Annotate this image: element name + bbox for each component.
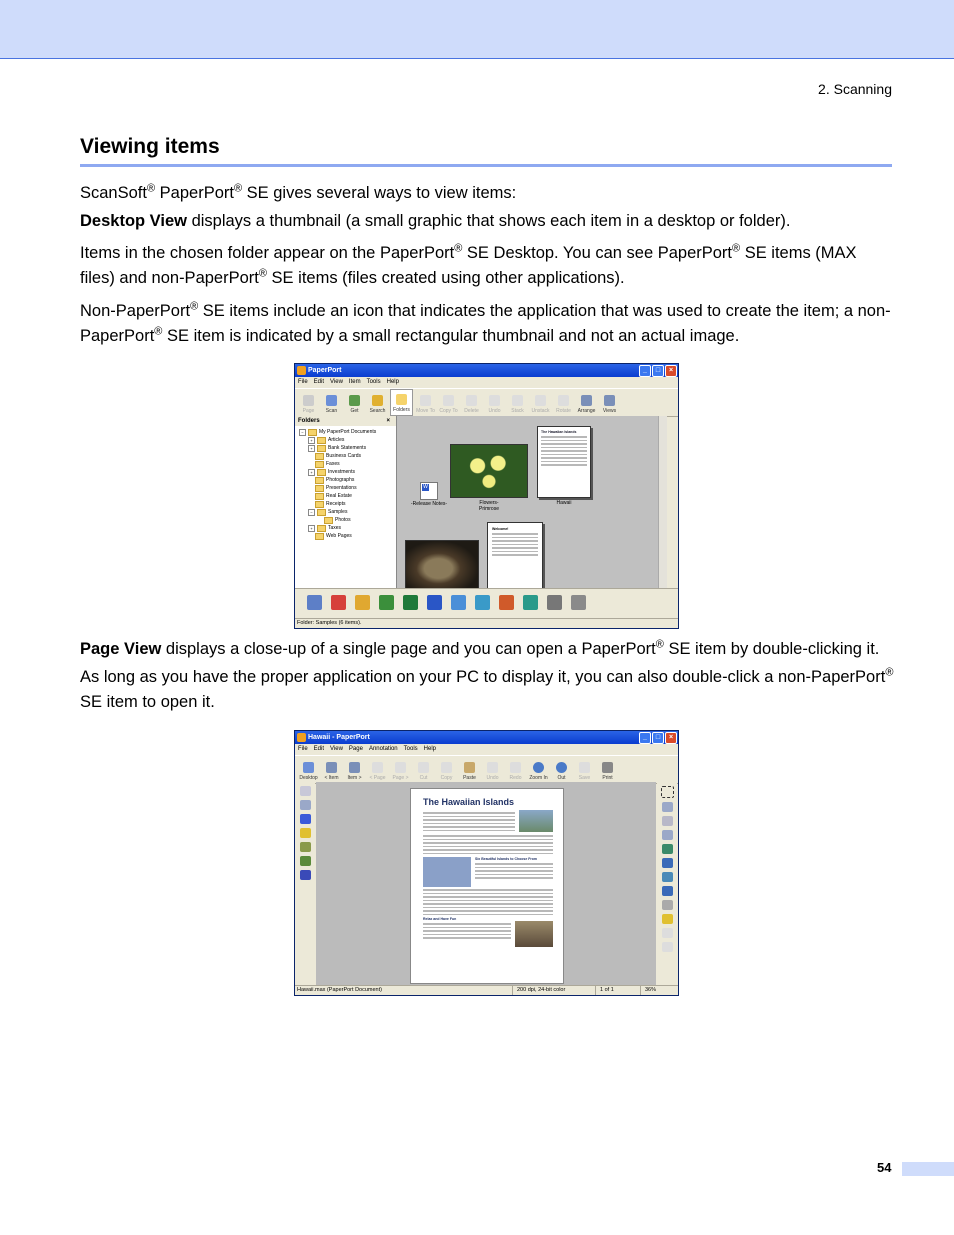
expand-icon[interactable]: + bbox=[308, 445, 315, 452]
paste-icon bbox=[464, 762, 475, 773]
folder-tree bbox=[295, 426, 396, 540]
menu-view[interactable]: View bbox=[330, 746, 343, 752]
rotate-page-icon[interactable] bbox=[662, 858, 673, 868]
word-doc-icon: W bbox=[420, 482, 438, 500]
flowers-photo-thumbnail bbox=[450, 444, 528, 498]
page-info-icon[interactable] bbox=[662, 830, 673, 840]
folders-button[interactable]: Folders bbox=[390, 389, 413, 416]
prev-page-icon bbox=[372, 762, 383, 773]
select-tool-icon[interactable] bbox=[300, 786, 311, 796]
beach-photo bbox=[519, 810, 553, 832]
folder-node[interactable] bbox=[299, 500, 396, 508]
folder-icon bbox=[317, 469, 326, 476]
close-icon[interactable]: × bbox=[665, 365, 677, 377]
hawaii-page-title: The Hawaiian Islands bbox=[423, 797, 515, 807]
save-icon bbox=[579, 762, 590, 773]
check-tool-icon[interactable] bbox=[300, 856, 311, 866]
folders-close-icon[interactable]: × bbox=[386, 418, 390, 424]
views-button[interactable]: Views bbox=[599, 389, 620, 416]
scan-icon bbox=[326, 395, 337, 406]
copy-to-button[interactable]: Copy To bbox=[438, 389, 459, 416]
notepad-icon[interactable] bbox=[451, 595, 466, 610]
page-button[interactable]: Page bbox=[298, 389, 319, 416]
folders-pane bbox=[295, 416, 397, 588]
scanner-icon[interactable] bbox=[307, 595, 322, 610]
welcome-page-thumbnail: Welcome! bbox=[487, 522, 543, 588]
prev-item-button[interactable]: < Item bbox=[321, 756, 342, 783]
menu-help[interactable]: Help bbox=[423, 746, 436, 752]
folder-label: My PaperPort Documents bbox=[319, 429, 377, 435]
menu-page[interactable]: Page bbox=[348, 746, 363, 752]
folder-label: Real Estate bbox=[326, 493, 352, 499]
menu-annotation[interactable]: Annotation bbox=[368, 746, 398, 752]
expand-icon[interactable]: + bbox=[308, 525, 315, 532]
folder-icon bbox=[317, 509, 326, 516]
folder-icon bbox=[315, 485, 324, 492]
desktop-button[interactable]: Desktop bbox=[298, 756, 319, 783]
toolbar bbox=[295, 388, 678, 417]
flip-icon[interactable] bbox=[662, 872, 673, 882]
folder-icon bbox=[315, 453, 324, 460]
text-tool-icon[interactable] bbox=[300, 814, 311, 824]
copy-to-icon bbox=[443, 395, 454, 406]
welcome-doc-item[interactable] bbox=[487, 522, 545, 588]
views-icon bbox=[604, 395, 615, 406]
print-button[interactable]: Print bbox=[597, 756, 618, 783]
stack-icon bbox=[512, 395, 523, 406]
acrobat-icon[interactable] bbox=[331, 595, 346, 610]
page-view-screenshot bbox=[294, 730, 679, 996]
folder-node[interactable] bbox=[299, 524, 396, 532]
folder-label: Web Pages bbox=[326, 533, 352, 539]
toolbar bbox=[295, 755, 678, 784]
annotation-tools-pane bbox=[295, 782, 315, 987]
menu-help[interactable]: Help bbox=[386, 379, 399, 385]
next-page-button[interactable]: Page > bbox=[390, 756, 411, 783]
menu-view[interactable]: View bbox=[330, 379, 343, 385]
text-box-tool-icon[interactable] bbox=[300, 800, 311, 810]
paste-button[interactable]: Paste bbox=[459, 756, 480, 783]
folder-label: Faxes bbox=[326, 461, 340, 467]
folder-node[interactable] bbox=[299, 476, 396, 484]
expand-icon[interactable]: + bbox=[308, 469, 315, 476]
desktop-area bbox=[397, 416, 667, 588]
folders-icon bbox=[396, 394, 407, 405]
folder-label: Taxes bbox=[328, 525, 342, 531]
close-icon[interactable]: × bbox=[665, 732, 677, 744]
pen-tool-icon[interactable] bbox=[300, 842, 311, 852]
hawaii-item[interactable]: The Hawaiian Islands Hawaii bbox=[535, 426, 593, 506]
recycle-bin-icon[interactable] bbox=[571, 595, 586, 610]
folder-icon bbox=[308, 429, 317, 436]
chapter-label: 2. Scanning bbox=[818, 81, 892, 97]
cat-photo-item[interactable] bbox=[405, 540, 479, 588]
title-rule bbox=[80, 164, 892, 167]
folder-label: Receipts bbox=[326, 501, 346, 507]
paint-icon[interactable] bbox=[355, 595, 370, 610]
page-view-area bbox=[316, 782, 656, 987]
save-button[interactable]: Save bbox=[574, 756, 595, 783]
folder-icon bbox=[315, 477, 324, 484]
items-paragraph: Items in the chosen folder appear on the PaperPort® SE Desktop. You can see PaperPort® SE items (MAX files) and non-PaperPort® SE items (files created using other applications). bbox=[80, 242, 857, 287]
folder-label: Samples bbox=[328, 509, 348, 515]
status-bar: Hawaii.max (PaperPort Document) 200 dpi, 24-bit color 1 of 1 36% bbox=[295, 985, 678, 995]
folder-label: Photographs bbox=[326, 477, 355, 483]
unstack-icon bbox=[535, 395, 546, 406]
get-button[interactable]: Get bbox=[344, 389, 365, 416]
collapse-icon[interactable]: − bbox=[299, 429, 306, 436]
double-click-paragraph: As long as you have the proper application on your PC to display it, you can also double-click a non-PaperPort® SE item to open it. bbox=[80, 666, 894, 711]
delete-button[interactable]: Delete bbox=[461, 389, 482, 416]
non-paperport-paragraph: Non-PaperPort® SE items include an icon that indicates the application that was used to create the item; a non-PaperPort® SE item is indicated by a small rectangular thumbnail and not an actual image. bbox=[80, 300, 891, 345]
rotate-icon bbox=[558, 395, 569, 406]
folder-label: Business Cards bbox=[326, 453, 362, 459]
paperport-app-icon bbox=[297, 366, 306, 375]
menu-edit[interactable]: Edit bbox=[313, 379, 325, 385]
send-to-bar bbox=[295, 588, 679, 616]
arrange-button[interactable]: Arrange bbox=[576, 389, 597, 416]
redo-button[interactable]: Redo bbox=[505, 756, 526, 783]
folder-node[interactable] bbox=[299, 532, 396, 540]
menu-bar bbox=[295, 377, 678, 388]
zoom-out-icon bbox=[556, 762, 567, 773]
folder-node[interactable] bbox=[299, 428, 396, 436]
folder-icon bbox=[317, 445, 326, 452]
highlighter-icon[interactable] bbox=[300, 828, 311, 838]
zoom-out-button[interactable]: Out bbox=[551, 756, 572, 783]
page-icon[interactable] bbox=[662, 802, 673, 812]
prev-item-icon bbox=[326, 762, 337, 773]
minimize-icon[interactable]: _ bbox=[639, 732, 651, 744]
copy-icon bbox=[441, 762, 452, 773]
expand-icon[interactable]: + bbox=[308, 437, 315, 444]
hawaii-page: The Hawaiian Islands Six Beautiful Islands to Choose From Relax and Have Fun bbox=[410, 788, 564, 984]
page-view-paragraph: Page View displays a close-up of a single page and you can open a PaperPort® SE item by double-clicking it. bbox=[80, 638, 880, 658]
header-band bbox=[0, 0, 954, 59]
folder-label: Investments bbox=[328, 469, 355, 475]
folder-node[interactable] bbox=[299, 452, 396, 460]
outlook-icon[interactable] bbox=[475, 595, 490, 610]
search-icon bbox=[372, 395, 383, 406]
folder-icon bbox=[317, 437, 326, 444]
page-icon bbox=[303, 395, 314, 406]
cut-button[interactable]: Cut bbox=[413, 756, 434, 783]
islands-map bbox=[423, 857, 471, 887]
enhance-icon[interactable] bbox=[662, 844, 673, 854]
folder-node[interactable] bbox=[299, 460, 396, 468]
undo-button[interactable]: Undo bbox=[484, 389, 505, 416]
window-titlebar: Hawaii - PaperPort _ □ × bbox=[295, 731, 678, 744]
undo-icon bbox=[487, 762, 498, 773]
desktop-icon bbox=[303, 762, 314, 773]
folder-label: Photos bbox=[335, 517, 351, 523]
resize-icon[interactable] bbox=[662, 928, 673, 938]
cat-photo-thumbnail bbox=[405, 540, 479, 588]
menu-file[interactable]: File bbox=[298, 746, 308, 752]
folder-icon bbox=[315, 533, 324, 540]
folder-node[interactable] bbox=[299, 492, 396, 500]
folder-node[interactable] bbox=[299, 484, 396, 492]
folder-label: Articles bbox=[328, 437, 345, 443]
folder-node[interactable] bbox=[299, 444, 396, 452]
undo-button[interactable]: Undo bbox=[482, 756, 503, 783]
undo-icon bbox=[489, 395, 500, 406]
select-area-icon[interactable] bbox=[661, 786, 674, 798]
next-page-icon bbox=[395, 762, 406, 773]
excel-icon[interactable] bbox=[403, 595, 418, 610]
cut-icon bbox=[418, 762, 429, 773]
eraser-icon[interactable] bbox=[662, 914, 673, 924]
folder-node[interactable] bbox=[299, 468, 396, 476]
redo-icon bbox=[510, 762, 521, 773]
color-picker-icon[interactable] bbox=[379, 595, 394, 610]
stamp-tool-icon[interactable] bbox=[300, 870, 311, 880]
print-icon bbox=[602, 762, 613, 773]
zoom-in-button[interactable]: Zoom In bbox=[528, 756, 549, 783]
image-icon[interactable] bbox=[662, 886, 673, 896]
folder-node[interactable] bbox=[299, 436, 396, 444]
menu-file[interactable]: File bbox=[298, 379, 308, 385]
arrange-icon bbox=[581, 395, 592, 406]
window-titlebar: PaperPort _ □ × bbox=[295, 364, 678, 377]
intro-paragraph: ScanSoft® PaperPort® SE gives several ways to view items: bbox=[80, 182, 517, 202]
rotate-button[interactable]: Rotate bbox=[553, 389, 574, 416]
ftp-icon[interactable] bbox=[523, 595, 538, 610]
folder-icon bbox=[315, 461, 324, 468]
desktop-scrollbar[interactable] bbox=[658, 416, 667, 588]
folders-header: Folders × bbox=[295, 416, 396, 426]
zoom-in-icon bbox=[533, 762, 544, 773]
menu-tools[interactable]: Tools bbox=[403, 746, 418, 752]
section-title: Viewing items bbox=[80, 135, 220, 158]
desktop-view-screenshot bbox=[294, 363, 679, 629]
copy-button[interactable]: Copy bbox=[436, 756, 457, 783]
hawaii-page-thumbnail: The Hawaiian Islands bbox=[537, 426, 591, 498]
folder-node[interactable] bbox=[299, 508, 396, 516]
word-icon[interactable] bbox=[427, 595, 442, 610]
status-bar: Folder: Samples (6 items). bbox=[295, 618, 678, 628]
page-tools-pane bbox=[657, 782, 677, 987]
menu-item[interactable]: Item bbox=[348, 379, 361, 385]
next-item-icon bbox=[349, 762, 360, 773]
minimize-icon[interactable]: _ bbox=[639, 365, 651, 377]
maximize-icon[interactable]: □ bbox=[652, 365, 664, 377]
straighten-icon[interactable] bbox=[662, 816, 673, 826]
unstack-button[interactable]: Unstack bbox=[530, 389, 551, 416]
get-icon bbox=[349, 395, 360, 406]
collapse-icon[interactable]: − bbox=[308, 509, 315, 516]
flowers-primrose-item[interactable]: Flowers- Primrose bbox=[449, 444, 529, 512]
folder-icon bbox=[324, 517, 333, 524]
folder-icon bbox=[317, 525, 326, 532]
scan-button[interactable]: Scan bbox=[321, 389, 342, 416]
folder-label: Bank Statements bbox=[328, 445, 367, 451]
folder-label: Presentations bbox=[326, 485, 357, 491]
move-to-icon bbox=[420, 395, 431, 406]
delete-icon bbox=[466, 395, 477, 406]
folder-icon bbox=[315, 501, 324, 508]
desktop-view-paragraph: Desktop View displays a thumbnail (a small graphic that shows each item in a desktop or folder). bbox=[80, 212, 791, 230]
printer-icon[interactable] bbox=[547, 595, 562, 610]
menu-tools[interactable]: Tools bbox=[366, 379, 381, 385]
move-to-button[interactable]: Move To bbox=[415, 389, 436, 416]
stack-button[interactable]: Stack bbox=[507, 389, 528, 416]
search-button[interactable]: Search bbox=[367, 389, 388, 416]
prev-page-button[interactable]: < Page bbox=[367, 756, 388, 783]
grid-icon[interactable] bbox=[662, 942, 673, 952]
powerpoint-icon[interactable] bbox=[499, 595, 514, 610]
crop-icon[interactable] bbox=[662, 900, 673, 910]
folder-node[interactable] bbox=[299, 516, 396, 524]
next-item-button[interactable]: Item > bbox=[344, 756, 365, 783]
folder-icon bbox=[315, 493, 324, 500]
menu-bar bbox=[295, 744, 678, 755]
surfer-photo bbox=[515, 921, 553, 947]
release-notes-item[interactable]: W -Release Notes- bbox=[410, 484, 448, 507]
page-tab bbox=[902, 1162, 954, 1176]
maximize-icon[interactable]: □ bbox=[652, 732, 664, 744]
paperport-app-icon bbox=[297, 733, 306, 742]
page-number: 54 bbox=[877, 1160, 892, 1175]
menu-edit[interactable]: Edit bbox=[313, 746, 325, 752]
